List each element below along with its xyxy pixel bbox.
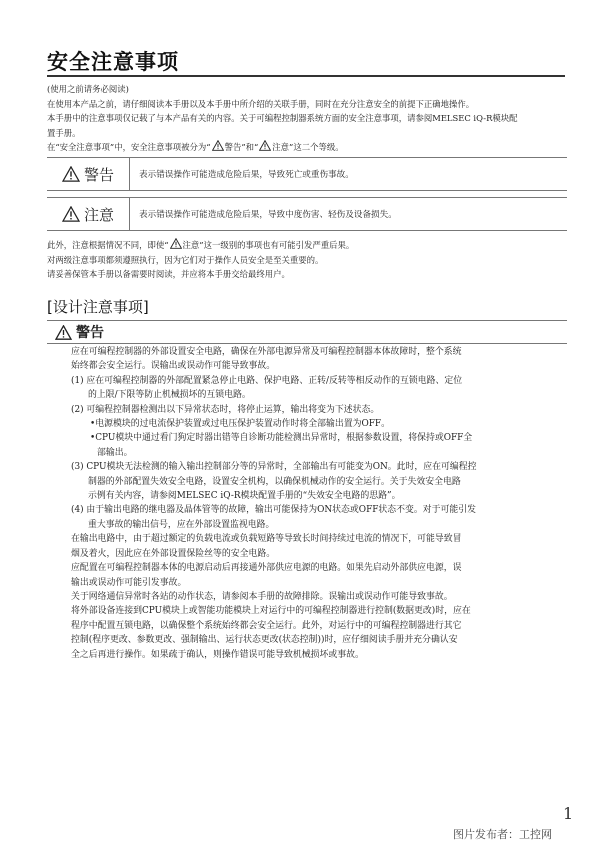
watermark-credit: 图片发布者：工控网 <box>453 828 552 841</box>
body-line: 应配置在可编程控制器本体的电源启动后再接通外部供应电源的电路。如果先启动外部供应电源，误 <box>71 563 462 574</box>
notes-line: 请妥善保管本手册以备需要时阅读，并应将本手册交给最终用户。 <box>47 269 290 280</box>
title-divider <box>47 75 565 77</box>
body-line: (1) 应在可编程控制器的外部配置紧急停止电路、保护电路、正转/反转等相反动作的互锁电路、定位 <box>71 375 463 386</box>
warning-description: 表示错误操作可能造成危险后果，导致死亡或重伤事故。 <box>139 170 354 180</box>
body-line: (3) CPU模块无法检测的输入输出控制部分等的异常时，全部输出有可能变为ON。此时，应在可编程控 <box>71 462 477 473</box>
warning-body <box>71 345 543 662</box>
notes-line: 此外，注意根据情况不同，即使“ 注意”这一级别的事项也有可能引发严重后果。 <box>47 240 355 250</box>
warning-label: 警告 <box>47 158 130 190</box>
body-line: 将外部设备连接到CPU模块上或智能功能模块上对运行中的可编程控制器进行控制(数据更改)时，应在 <box>71 606 471 617</box>
section-title: [设计注意事项] <box>47 298 149 316</box>
notes-line: 对两级注意事项都须遵照执行，因为它们对于操作人员安全是至关重要的。 <box>47 254 324 265</box>
body-line: •CPU模块中通过看门狗定时器出错等自诊断功能检测出异常时，根据参数设置，将保持或OFF全 <box>90 433 473 444</box>
warning-triangle-icon <box>62 206 80 222</box>
warning-legend-box <box>47 157 567 191</box>
body-line: 重大事故的输出信号，应在外部设置监视电路。 <box>88 519 275 530</box>
body-line: •电源模块的过电流保护装置或过电压保护装置动作时将全部输出置为OFF。 <box>90 419 390 430</box>
body-line: 全之后再进行操作。如果疏于确认，则操作错误可能导致机械损坏或事故。 <box>71 649 364 660</box>
intro-line: 在“安全注意事项”中，安全注意事项被分为“ 警告”和“ 注意”这二个等级。 <box>47 142 344 153</box>
body-line: 烟及着火，因此应在外部设置保险丝等的安全电路。 <box>71 548 276 559</box>
warning-triangle-icon <box>62 166 80 182</box>
caution-legend-box <box>47 197 567 231</box>
body-line: 的上限/下限等防止机械损坏的互锁电路。 <box>88 390 251 401</box>
intro-line: (使用之前请务必阅读) <box>47 84 129 94</box>
body-line: (4) 由于输出电路的继电器及晶体管等的故障，输出可能保持为ON状态或OFF状态不变。对于可能引发 <box>71 505 477 516</box>
body-line: 关于网络通信异常时各站的动作状态，请参阅本手册的故障排除。误输出或误动作可能导致事故。 <box>71 591 453 602</box>
warning-triangle-icon <box>259 140 271 151</box>
body-line: 示例有关内容，请参阅MELSEC iQ-R模块配置手册的“失效安全电路的思路”。 <box>88 491 401 502</box>
caution-label: 注意 <box>47 198 130 230</box>
body-line: 始终都会安全运行。误输出或误动作可能导致事故。 <box>71 361 276 372</box>
caution-description: 表示错误操作可能造成危险后果，导致中度伤害、轻伤及设备损失。 <box>139 210 397 220</box>
intro-line: 置手册。 <box>47 127 81 138</box>
warning-header: 警告 <box>47 320 567 344</box>
warning-triangle-icon <box>212 140 224 151</box>
body-line: 部输出。 <box>97 447 133 458</box>
page-number: 1 <box>563 804 574 823</box>
body-line: 应在可编程控制器的外部设置安全电路，确保在外部电源异常及可编程控制器本体故障时，整个系统 <box>71 347 462 357</box>
body-line: 输出或误动作可能引发事故。 <box>71 577 187 588</box>
notes-text <box>47 238 567 282</box>
warning-triangle-icon <box>170 238 182 249</box>
body-line: 程序中配置互锁电路，以确保整个系统始终都会安全运行。此外，对运行中的可编程控制器进行其它 <box>71 620 462 631</box>
body-line: 制器的外部配置失效安全电路，设置安全机构，以确保机械动作的安全运行。关于失效安全电路 <box>88 476 461 487</box>
body-line: (2) 可编程控制器检测出以下异常状态时，将停止运算，输出将变为下述状态。 <box>71 404 380 415</box>
body-line: 控制(程序更改、参数更改、强制输出、运行状态更改(状态控制))时，应仔细阅读手册并充分确认安 <box>71 635 458 646</box>
page-title: 安全注意事项 <box>47 50 179 74</box>
intro-line: 在使用本产品之前，请仔细阅读本手册以及本手册中所介绍的关联手册，同时在充分注意安全的前提下正确地操作。 <box>47 98 475 109</box>
intro-line: 本手册中的注意事项仅记载了与本产品有关的内容。关于可编程控制器系统方面的安全注意事项，请参阅MELSEC iQ-R模块配 <box>47 113 518 124</box>
warning-triangle-icon <box>55 325 72 340</box>
body-line: 在输出电路中，由于超过额定的负载电流或负载短路等导致长时间持续过电流的情况下，可能导致冒 <box>71 534 462 545</box>
intro-text <box>47 82 567 155</box>
